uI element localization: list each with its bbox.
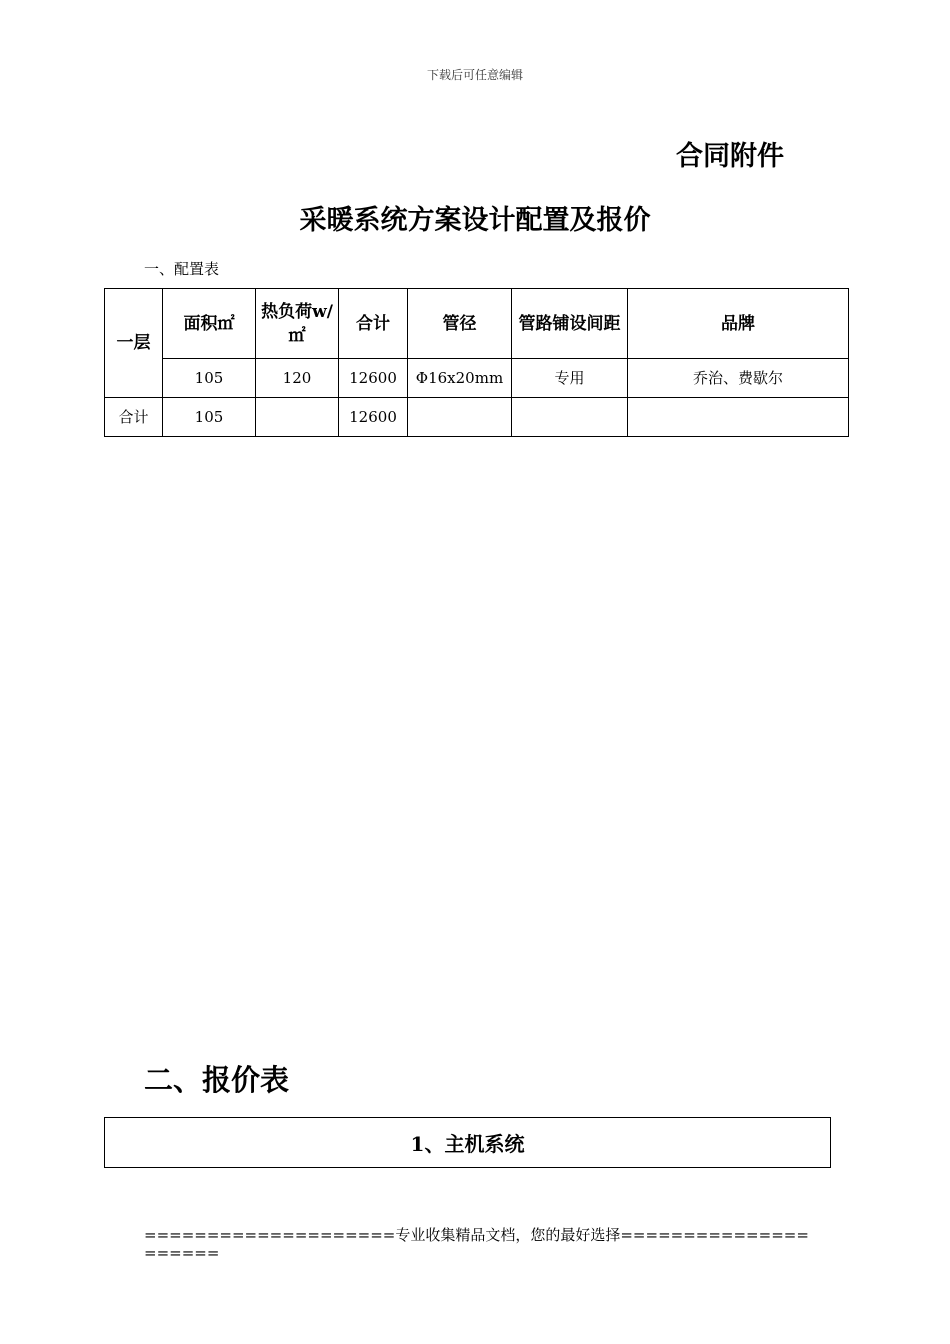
table-cell: 乔治、费歇尔 (628, 359, 849, 398)
section-quote-title: 二、报价表 (144, 1063, 290, 1097)
subsection-box (104, 1117, 831, 1168)
table-cell (256, 398, 339, 437)
table-total-row (105, 398, 849, 437)
header-cell-brand: 品牌 (628, 289, 849, 359)
table-header-row (105, 289, 849, 359)
section-config-title: 一、配置表 (144, 260, 220, 278)
subsection-title: 1、主机系统 (410, 1132, 525, 1156)
floor-label-cell: 一层 (105, 289, 163, 398)
header-note: 下载后可任意编辑 (426, 68, 523, 82)
table-cell: 120 (256, 359, 339, 398)
config-table (104, 288, 849, 437)
header-cell-heat-load: 热负荷w/㎡ (256, 289, 339, 359)
header-cell-pipe-spacing: 管路铺设间距 (512, 289, 628, 359)
header-cell-total: 合计 (339, 289, 408, 359)
header-cell-pipe-diameter: 管径 (408, 289, 512, 359)
table-cell (408, 398, 512, 437)
table-cell: 12600 (339, 398, 408, 437)
table-cell: 12600 (339, 359, 408, 398)
footer-text: ====================专业收集精品文档，您的最好选择===================== (144, 1226, 809, 1262)
table-cell (512, 398, 628, 437)
table-row (105, 359, 849, 398)
table-cell: 105 (163, 359, 256, 398)
total-label-cell: 合计 (105, 398, 163, 437)
table-cell: Φ16x20mm (408, 359, 512, 398)
table-cell: 专用 (512, 359, 628, 398)
table-cell (628, 398, 849, 437)
attachment-title: 合同附件 (676, 141, 784, 172)
table-cell: 105 (163, 398, 256, 437)
document-title: 采暖系统方案设计配置及报价 (299, 205, 651, 236)
header-cell-area: 面积㎡ (163, 289, 256, 359)
